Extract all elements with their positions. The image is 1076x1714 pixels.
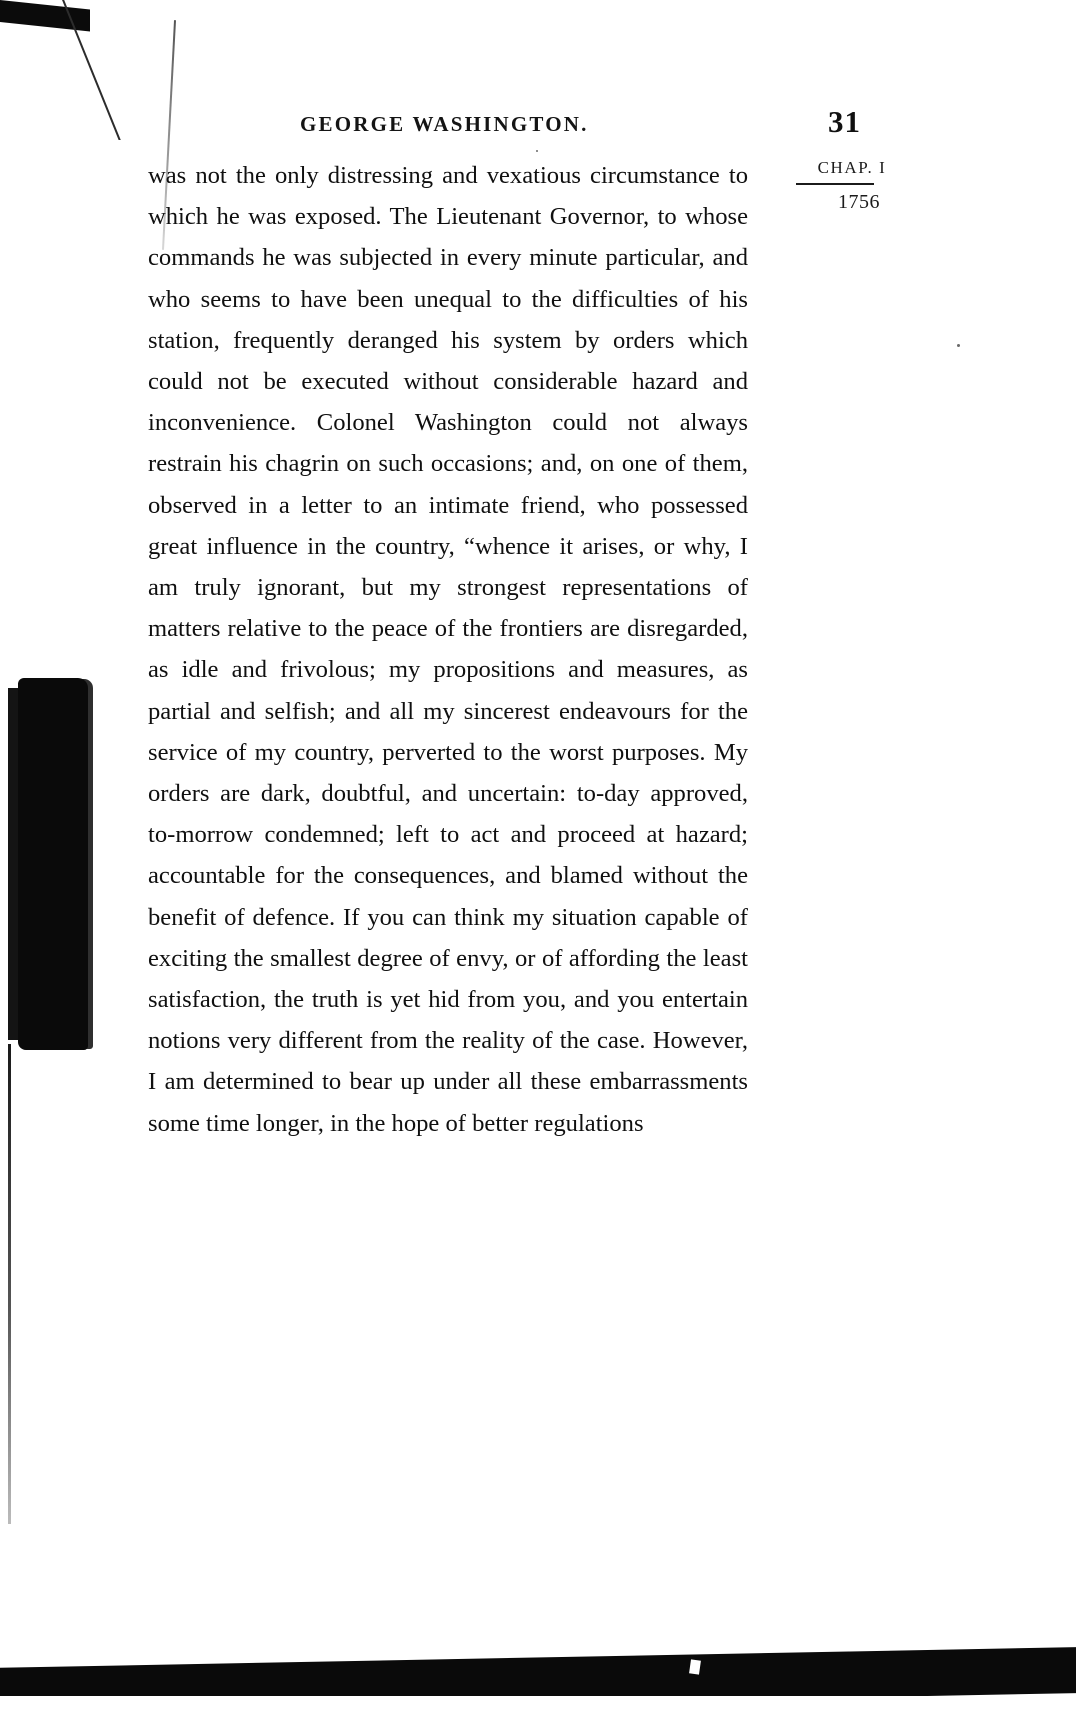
marginal-note-year: 1756: [838, 191, 880, 213]
scan-artifact-speck: [536, 150, 538, 152]
scan-artifact-left-margin-line: [8, 1044, 11, 1524]
body-text-column: [148, 155, 748, 1144]
page-number: 31: [828, 104, 861, 139]
scan-artifact-speck: [957, 344, 960, 347]
marginal-note-chapter: CHAP. I: [817, 158, 887, 177]
scan-artifact-ink-blob: [18, 678, 88, 1050]
body-paragraph: was not the only distressing and vexatious circumstance to which he was exposed. The Lieutenant Governor, to whose commands he was subjected in every minute particular, and who seems to have been unequal to the difficulties of his station, frequently deranged his system by orders which could not be executed without considerable hazard and inconvenience. Colonel Washington could not always restrain his chagrin on such occasions; and, on one of them, observed in a letter to an intimate friend, who possessed great influence in the country, “whence it arises, or why, I am truly ignorant, but my strongest representations of matters relative to the peace of the frontiers are disregarded, as idle and frivolous; my propositions and measures, as partial and selfish; and all my sincerest endeavours for the service of my country, perverted to the worst purposes. My orders are dark, doubtful, and uncertain: to-day approved, to-morrow condemned; left to act and proceed at hazard; accountable for the consequences, and blamed without the benefit of defence. If you can think my situation capable of exciting the smallest degree of envy, or of affording the least satisfaction, the truth is yet hid from you, and you entertain notions very different from the reality of the case. However, I am determined to bear up under all these embarrassments some time longer, in the hope of better regulations: [148, 162, 748, 1137]
marginal-note-rule: [796, 183, 874, 185]
scan-artifact-bottom-nick: [689, 1659, 701, 1674]
running-head: GEORGE WASHINGTON.: [300, 112, 589, 136]
scan-artifact-bottom-white-strip: [0, 1696, 1076, 1714]
marginal-note: [782, 158, 922, 214]
